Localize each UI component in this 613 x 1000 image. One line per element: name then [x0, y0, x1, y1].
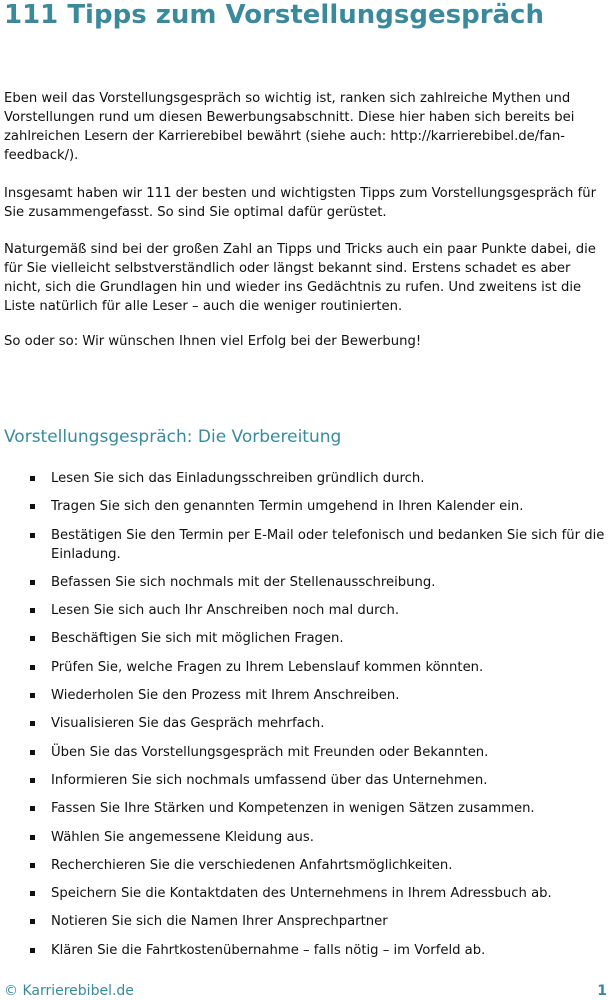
- page-number: 1: [597, 983, 607, 999]
- bullet-icon: [30, 504, 35, 509]
- list-item: [0, 856, 613, 875]
- bullet-icon: [30, 608, 35, 613]
- footer-copyright: © Karrierebibel.de: [4, 983, 134, 999]
- list-item-text: Klären Sie die Fahrtkostenübernahme – falls nötig – im Vorfeld ab.: [51, 942, 486, 958]
- intro-paragraph-3: Naturgemäß sind bei der großen Zahl an Tipps und Tricks auch ein paar Punkte dabei, die für Sie vielleicht selbstverständlich oder längst bekannt sind. Erstens schadet es aber nicht, sich die Grundlagen hin und wieder ins Gedächtnis zu rufen. Und zweitens ist die Liste natürlich für alle Leser – auch die weniger routinierten.: [4, 242, 596, 314]
- bullet-icon: [30, 948, 35, 953]
- list-item: [0, 573, 613, 592]
- list-item-text: Recherchieren Sie die verschiedenen Anfahrtsmöglichkeiten.: [51, 857, 453, 873]
- bullet-icon: [30, 636, 35, 641]
- list-item: [0, 469, 613, 488]
- list-item: [0, 828, 613, 847]
- tips-list: [0, 469, 613, 969]
- bullet-icon: [30, 835, 35, 840]
- list-item-text: Fassen Sie Ihre Stärken und Kompetenzen in wenigen Sätzen zusammen.: [51, 801, 535, 817]
- list-item: [0, 771, 613, 790]
- list-item: [0, 799, 613, 818]
- list-item: [0, 629, 613, 648]
- bullet-icon: [30, 476, 35, 481]
- bullet-icon: [30, 693, 35, 698]
- list-item-text: Wählen Sie angemessene Kleidung aus.: [51, 829, 314, 845]
- list-item-text: Notieren Sie sich die Namen Ihrer Ansprechpartner: [51, 914, 388, 930]
- intro-paragraph-4: So oder so: Wir wünschen Ihnen viel Erfolg bei der Bewerbung!: [4, 334, 422, 349]
- list-item: [0, 526, 613, 564]
- bullet-icon: [30, 863, 35, 868]
- list-item: [0, 601, 613, 620]
- list-item-text: Beschäftigen Sie sich mit möglichen Fragen.: [51, 631, 344, 647]
- bullet-icon: [30, 533, 35, 538]
- list-item-text: Üben Sie das Vorstellungsgespräch mit Freunden oder Bekannten.: [51, 744, 489, 760]
- intro-paragraph-1: Eben weil das Vorstellungsgespräch so wichtig ist, ranken sich zahlreiche Mythen und Vorstellungen rund um diesen Bewerbungsabschnitt. Diese hier haben sich bereits bei zahlreichen Lesern der Karrierebibel bewährt (siehe auch: http://karrierebibel.de/fan-feedback/).: [4, 91, 575, 163]
- bullet-icon: [30, 778, 35, 783]
- list-item: [0, 941, 613, 960]
- list-item: [0, 912, 613, 931]
- intro-paragraph-2: Insgesamt haben wir 111 der besten und wichtigsten Tipps zum Vorstellungsgespräch für Sie zusammengefasst. So sind Sie optimal dafür gerüstet.: [4, 186, 597, 220]
- section-heading: Vorstellungsgespräch: Die Vorbereitung: [4, 427, 342, 447]
- list-item: [0, 686, 613, 705]
- bullet-icon: [30, 806, 35, 811]
- list-item: [0, 658, 613, 677]
- list-item: [0, 714, 613, 733]
- list-item-text: Wiederholen Sie den Prozess mit Ihrem Anschreiben.: [51, 688, 400, 704]
- list-item-text: Befassen Sie sich nochmals mit der Stellenausschreibung.: [51, 574, 436, 590]
- bullet-icon: [30, 750, 35, 755]
- bullet-icon: [30, 721, 35, 726]
- list-item-text: Tragen Sie sich den genannten Termin umgehend in Ihren Kalender ein.: [51, 499, 524, 515]
- list-item-text: Bestätigen Sie den Termin per E-Mail oder telefonisch und bedanken Sie sich für die Einladung.: [51, 527, 605, 562]
- list-item: [0, 884, 613, 903]
- page-title: 111 Tipps zum Vorstellungsgespräch: [4, 0, 544, 30]
- list-item-text: Speichern Sie die Kontaktdaten des Unternehmens in Ihrem Adressbuch ab.: [51, 886, 552, 902]
- list-item-text: Visualisieren Sie das Gespräch mehrfach.: [51, 716, 325, 732]
- list-item-text: Informieren Sie sich nochmals umfassend über das Unternehmen.: [51, 772, 488, 788]
- bullet-icon: [30, 580, 35, 585]
- bullet-icon: [30, 919, 35, 924]
- list-item: [0, 743, 613, 762]
- list-item-text: Lesen Sie sich auch Ihr Anschreiben noch mal durch.: [51, 603, 400, 619]
- list-item: [0, 497, 613, 516]
- list-item-text: Lesen Sie sich das Einladungsschreiben gründlich durch.: [51, 471, 425, 486]
- list-item-text: Prüfen Sie, welche Fragen zu Ihrem Lebenslauf kommen könnten.: [51, 659, 484, 675]
- bullet-icon: [30, 891, 35, 896]
- bullet-icon: [30, 665, 35, 670]
